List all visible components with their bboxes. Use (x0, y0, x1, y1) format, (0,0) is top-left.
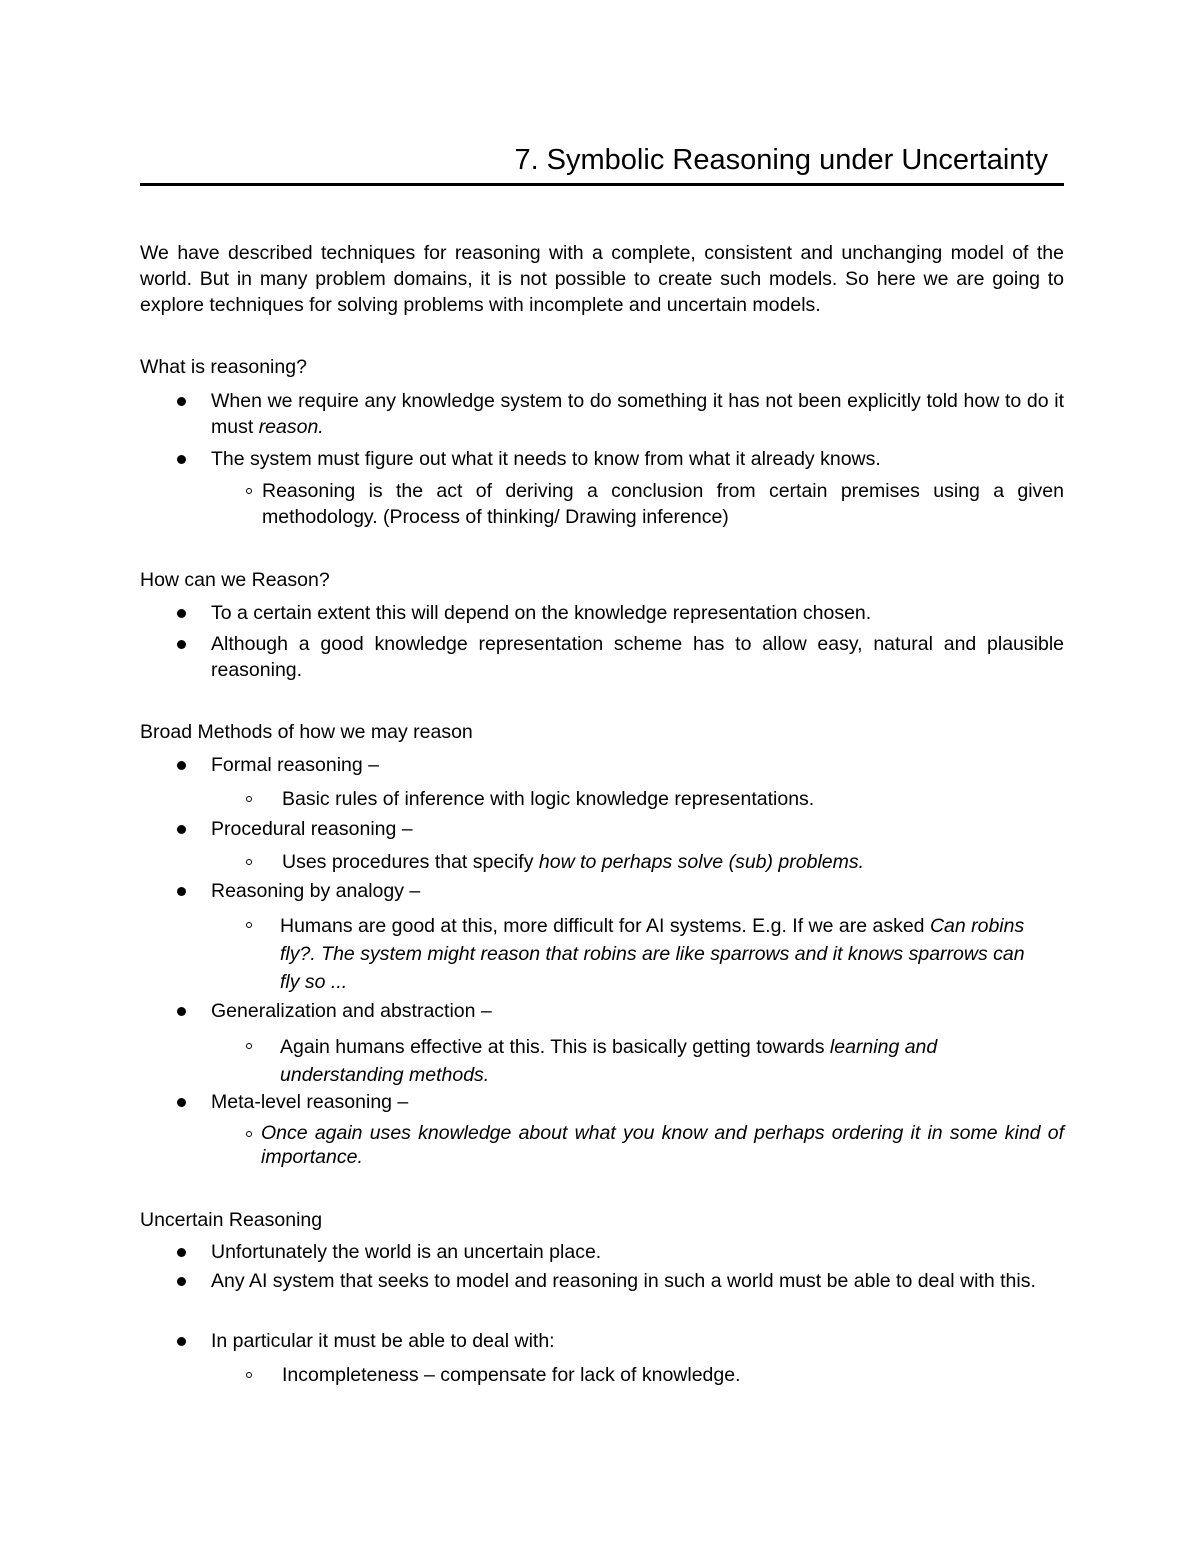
sub-text: Uses procedures that specify (282, 851, 539, 873)
list-item: To a certain extent this will depend on the knowledge representation chosen. (211, 600, 1064, 626)
title-rule (140, 183, 1064, 186)
sub-list-item-text: Incompleteness – compensate for lack of knowledge. (282, 1364, 741, 1386)
sub-italic: Can robins fly?. The system might reason that robins are like sparrows and it knows sparrows can fly so ... (280, 915, 1025, 993)
list-item: Generalization and abstraction – (211, 1000, 492, 1022)
list-item-italic: reason. (258, 416, 324, 438)
list-item: Unfortunately the world is an uncertain place. (211, 1241, 602, 1263)
list-item (211, 388, 1064, 440)
list-item: Procedural reasoning – (211, 818, 413, 840)
intro-paragraph: We have described techniques for reasoning with a complete, consistent and unchanging model of the world. But in many problem domains, it is not possible to create such models. So here we are going to explore techniques for solving problems with incomplete and uncertain models. (140, 242, 1064, 316)
sub-list-item-text (282, 849, 1064, 875)
heading-broad-methods: Broad Methods of how we may reason (140, 721, 473, 743)
heading-what-is-reasoning: What is reasoning? (140, 356, 307, 378)
sub-italic: how to perhaps solve (sub) problems. (538, 851, 865, 873)
list-item: The system must figure out what it needs to know from what it already knows. (211, 446, 1064, 472)
sub-list-item-text (280, 912, 1044, 996)
page-title: 7. Symbolic Reasoning under Uncertainty (514, 144, 1048, 176)
sub-list-item-text: Basic rules of inference with logic knowledge representations. (282, 788, 815, 810)
sub-italic: learning and understanding methods. (280, 1036, 938, 1086)
list-item-text: When we require any knowledge system to do something it has not been explicitly told how to do it must (211, 390, 1064, 438)
heading-how-can-we-reason: How can we Reason? (140, 569, 330, 591)
sub-list-item-text: Reasoning is the act of deriving a conclusion from certain premises using a given methodology. (Process of thinking/ Drawing inference) (262, 480, 1064, 528)
sub-text: Again humans effective at this. This is basically getting towards (280, 1036, 830, 1058)
list-item: Any AI system that seeks to model and reasoning in such a world must be able to deal with this. (211, 1268, 1064, 1294)
sub-text: Humans are good at this, more difficult for AI systems. E.g. If we are asked (280, 915, 930, 937)
list-item: Although a good knowledge representation scheme has to allow easy, natural and plausible reasoning. (211, 633, 1064, 681)
heading-uncertain-reasoning: Uncertain Reasoning (140, 1209, 323, 1231)
list-item: In particular it must be able to deal with: (211, 1330, 555, 1352)
list-item: Reasoning by analogy – (211, 880, 421, 902)
sub-list-item-text (280, 1033, 1020, 1089)
list-item: Formal reasoning – (211, 754, 379, 776)
sub-list-item-italic: Once again uses knowledge about what you know and perhaps ordering it in some kind of importance. (261, 1122, 1064, 1168)
list-item: Meta-level reasoning – (211, 1091, 409, 1113)
